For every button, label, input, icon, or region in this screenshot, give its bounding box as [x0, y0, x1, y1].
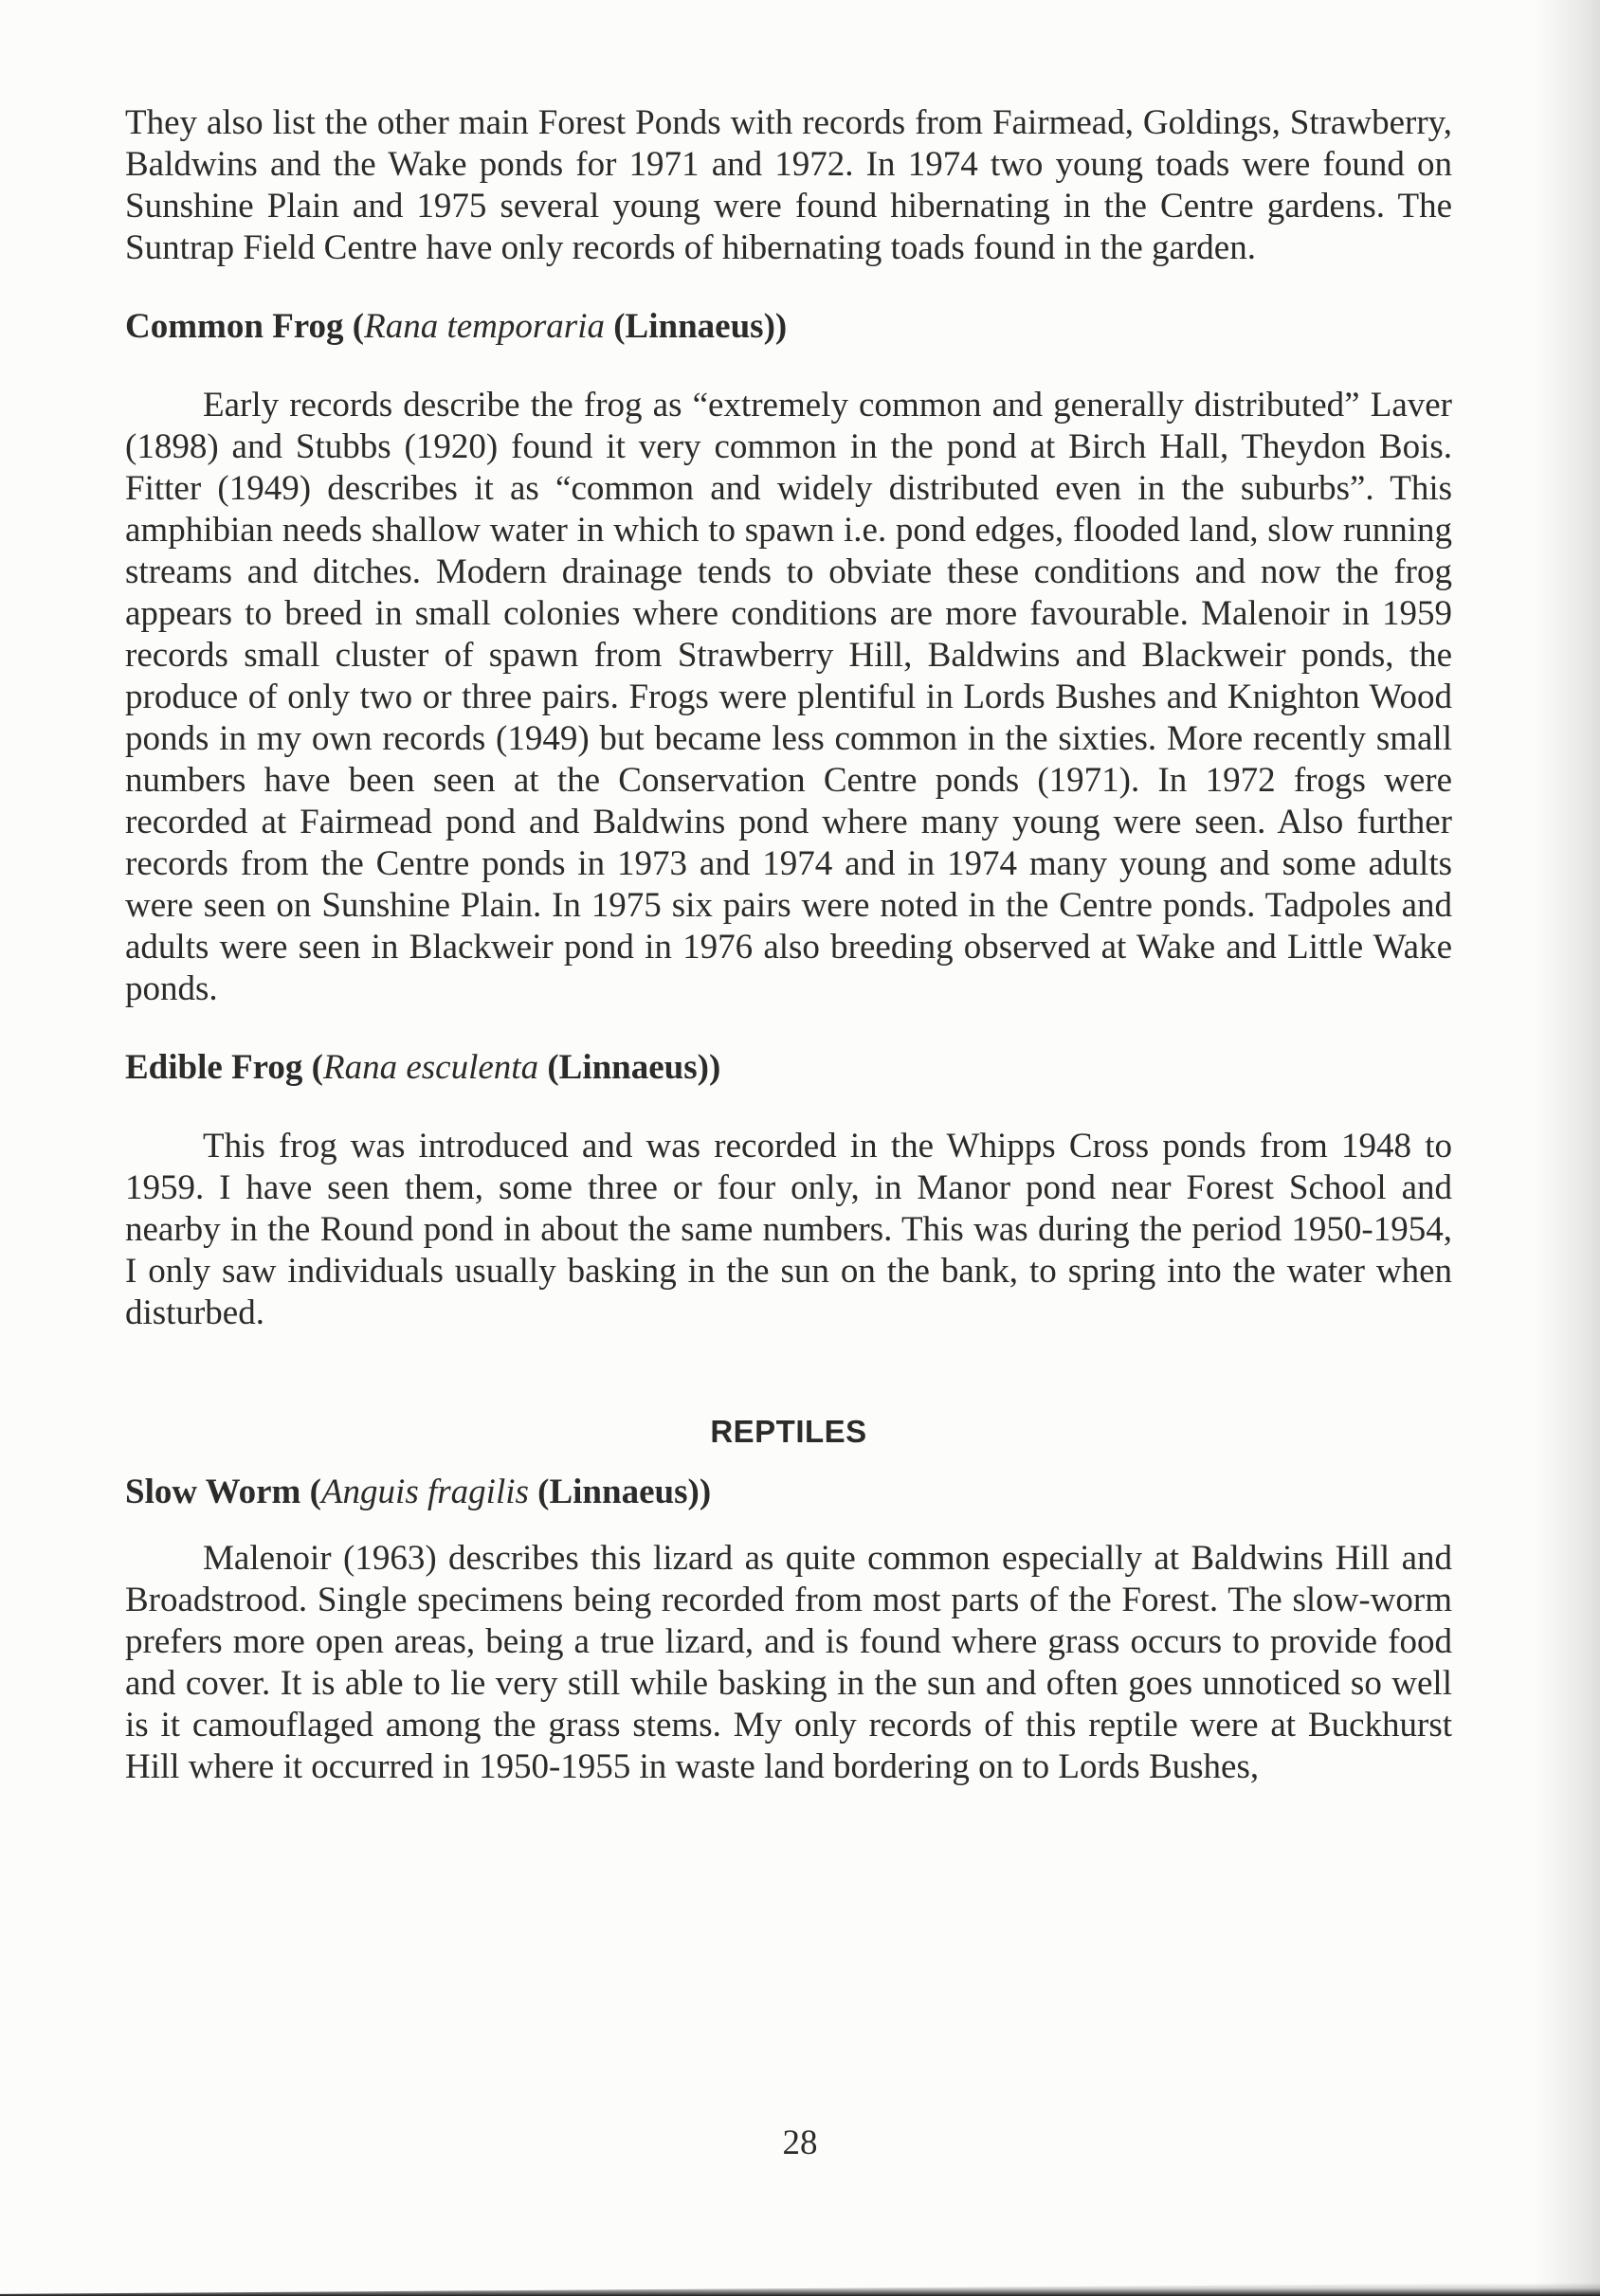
- page-bottom-edge: [0, 2283, 1600, 2296]
- common-frog-paragraph: Early records describe the frog as “extremely common and generally distributed” Laver (1898) and Stubbs (1920) found it very common in the pond at Birch Hall, Theydon Bois. Fitter (1949) describes it as “common and widely distributed even in the suburbs”. This amphibian needs shallow water in which to spawn i.e. pond edges, flooded land, slow running streams and ditches. Modern drainage tends to obviate these conditions and now the frog appears to breed in small colonies where conditions are more favourable. Malenoir in 1959 records small cluster of spawn from Strawberry Hill, Baldwins and Blackweir ponds, the produce of only two or three pairs. Frogs were plentiful in Lords Bushes and Knighton Wood ponds in my own records (1949) but became less common in the sixties. More recently small numbers have been seen at the Conservation Centre ponds (1971). In 1972 frogs were recorded at Fairmead pond and Baldwins pond where many young were seen. Also further records from the Centre ponds in 1973 and 1974 and in 1974 many young and some adults were seen on Sunshine Plain. In 1975 six pairs were noted in the Centre ponds. Tadpoles and adults were seen in Blackweir pond in 1976 also breeding observed at Wake and Little Wake ponds.: [125, 386, 1452, 1008]
- common-frog-close-paren: ): [774, 307, 788, 346]
- slow-worm-scientific-name: Anguis fragilis: [320, 1473, 529, 1511]
- edible-frog-scientific-name: Rana esculenta: [323, 1048, 539, 1087]
- intro-paragraph: They also list the other main Forest Ponds with records from Fairmead, Goldings, Strawberry, Baldwins and the Wake ponds for 1971 and 1972. In 1974 two young toads were found on Sunshine Plain and 1975 several young were found hibernating in the Centre gardens. The Suntrap Field Centre have only records of hibernating toads found in the garden.: [125, 103, 1452, 267]
- slow-worm-heading: [125, 1472, 1452, 1513]
- common-frog-name: Common Frog: [125, 307, 344, 346]
- common-frog-heading: [125, 306, 1452, 348]
- edible-frog-name: Edible Frog: [125, 1048, 303, 1087]
- page-content: [125, 102, 1452, 1788]
- slow-worm-name: Slow Worm: [125, 1473, 301, 1511]
- slow-worm-close-paren: ): [699, 1473, 712, 1511]
- section-title-reptiles: REPTILES: [710, 1414, 867, 1449]
- edible-frog-heading: [125, 1047, 1452, 1089]
- edible-frog-open-paren: (: [311, 1048, 323, 1087]
- slow-worm-open-paren: (: [309, 1473, 321, 1511]
- edible-frog-paragraph: This frog was introduced and was recorded in the Whipps Cross ponds from 1948 to 1959. I have seen them, some three or four only, in Manor pond near Forest School and nearby in the Round pond in about the same numbers. This was during the period 1950-1954, I only saw individuals usually basking in the sun on the bank, to spring into the water when disturbed.: [125, 1127, 1452, 1332]
- slow-worm-paragraph: Malenoir (1963) describes this lizard as quite common especially at Baldwins Hill and Broadstrood. Single specimens being recorded from most parts of the Forest. The slow-worm prefers more open areas, being a true lizard, and is found where grass occurs to provide food and cover. It is able to lie very still while basking in the sun and often goes unnoticed so well is it camouflaged among the grass stems. My only records of this reptile were at Buckhurst Hill where it occurred in 1950-1955 in waste land bordering on to Lords Bushes,: [125, 1539, 1452, 1786]
- slow-worm-authority: (Linnaeus): [537, 1473, 700, 1511]
- page-number: 28: [782, 2124, 818, 2162]
- edible-frog-close-paren: ): [708, 1048, 721, 1087]
- common-frog-scientific-name: Rana temporaria: [364, 307, 605, 346]
- common-frog-open-paren: (: [352, 307, 365, 346]
- page-edge-shadow: [1534, 0, 1600, 2296]
- common-frog-authority: (Linnaeus): [613, 307, 775, 346]
- edible-frog-authority: (Linnaeus): [547, 1048, 709, 1087]
